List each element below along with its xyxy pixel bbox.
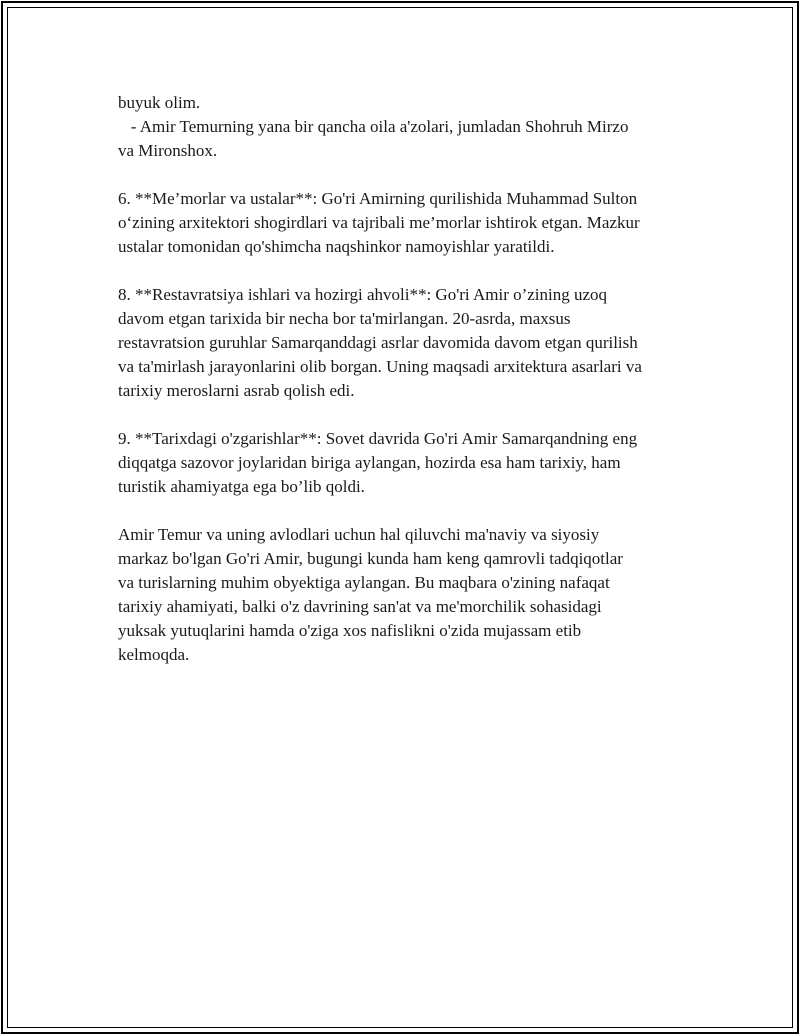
text-line: o‘zining arxitektori shogirdlari va tajribali me’morlar ishtirok etgan. Mazkur bbox=[118, 213, 640, 232]
text-line: - Amir Temurning yana bir qancha oila a'zolari, jumladan Shohruh Mirzo bbox=[118, 117, 629, 136]
text-line: 8. **Restavratsiya ishlari va hozirgi ahvoli**: Go'ri Amir o’zining uzoq bbox=[118, 285, 608, 304]
text-line: yuksak yutuqlarini hamda o'ziga xos nafislikni o'zida mujassam etib bbox=[118, 621, 582, 640]
text-line: 9. **Tarixdagi o'zgarishlar**: Sovet davrida Go'ri Amir Samarqandning eng bbox=[118, 429, 638, 448]
text-line: markaz bo'lgan Go'ri Amir, bugungi kunda ham keng qamrovli tadqiqotlar bbox=[118, 549, 623, 568]
text-line: buyuk olim. bbox=[118, 93, 201, 112]
paragraph-historical-changes bbox=[118, 427, 708, 499]
paragraph-restoration bbox=[118, 283, 708, 403]
paragraph-family-members bbox=[118, 91, 708, 163]
text-line: ustalar tomonidan qo'shimcha naqshinkor namoyishlar yaratildi. bbox=[118, 237, 555, 256]
paragraph-architects bbox=[118, 187, 708, 259]
text-line: kelmoqda. bbox=[118, 645, 190, 664]
text-line: diqqatga sazovor joylaridan biriga aylangan, hozirda esa ham tarixiy, ham bbox=[118, 453, 621, 472]
text-line: 6. **Me’morlar va ustalar**: Go'ri Amirning qurilishida Muhammad Sulton bbox=[118, 189, 638, 208]
text-line: restavratsion guruhlar Samarqanddagi asrlar davomida davom etgan qurilish bbox=[118, 333, 638, 352]
text-line: Amir Temur va uning avlodlari uchun hal qiluvchi ma'naviy va siyosiy bbox=[118, 525, 600, 544]
document-body bbox=[118, 91, 708, 667]
text-line: va Mironshox. bbox=[118, 141, 218, 160]
text-line: va turislarning muhim obyektiga aylangan. Bu maqbara o'zining nafaqat bbox=[118, 573, 610, 592]
text-line: davom etgan tarixida bir necha bor ta'mirlangan. 20-asrda, maxsus bbox=[118, 309, 571, 328]
text-line: tarixiy meroslarni asrab qolish edi. bbox=[118, 381, 355, 400]
paragraph-conclusion bbox=[118, 523, 708, 667]
text-line: turistik ahamiyatga ega bo’lib qoldi. bbox=[118, 477, 365, 496]
text-line: va ta'mirlash jarayonlarini olib borgan. Uning maqsadi arxitektura asarlari va bbox=[118, 357, 642, 376]
text-line: tarixiy ahamiyati, balki o'z davrining san'at va me'morchilik sohasidagi bbox=[118, 597, 602, 616]
